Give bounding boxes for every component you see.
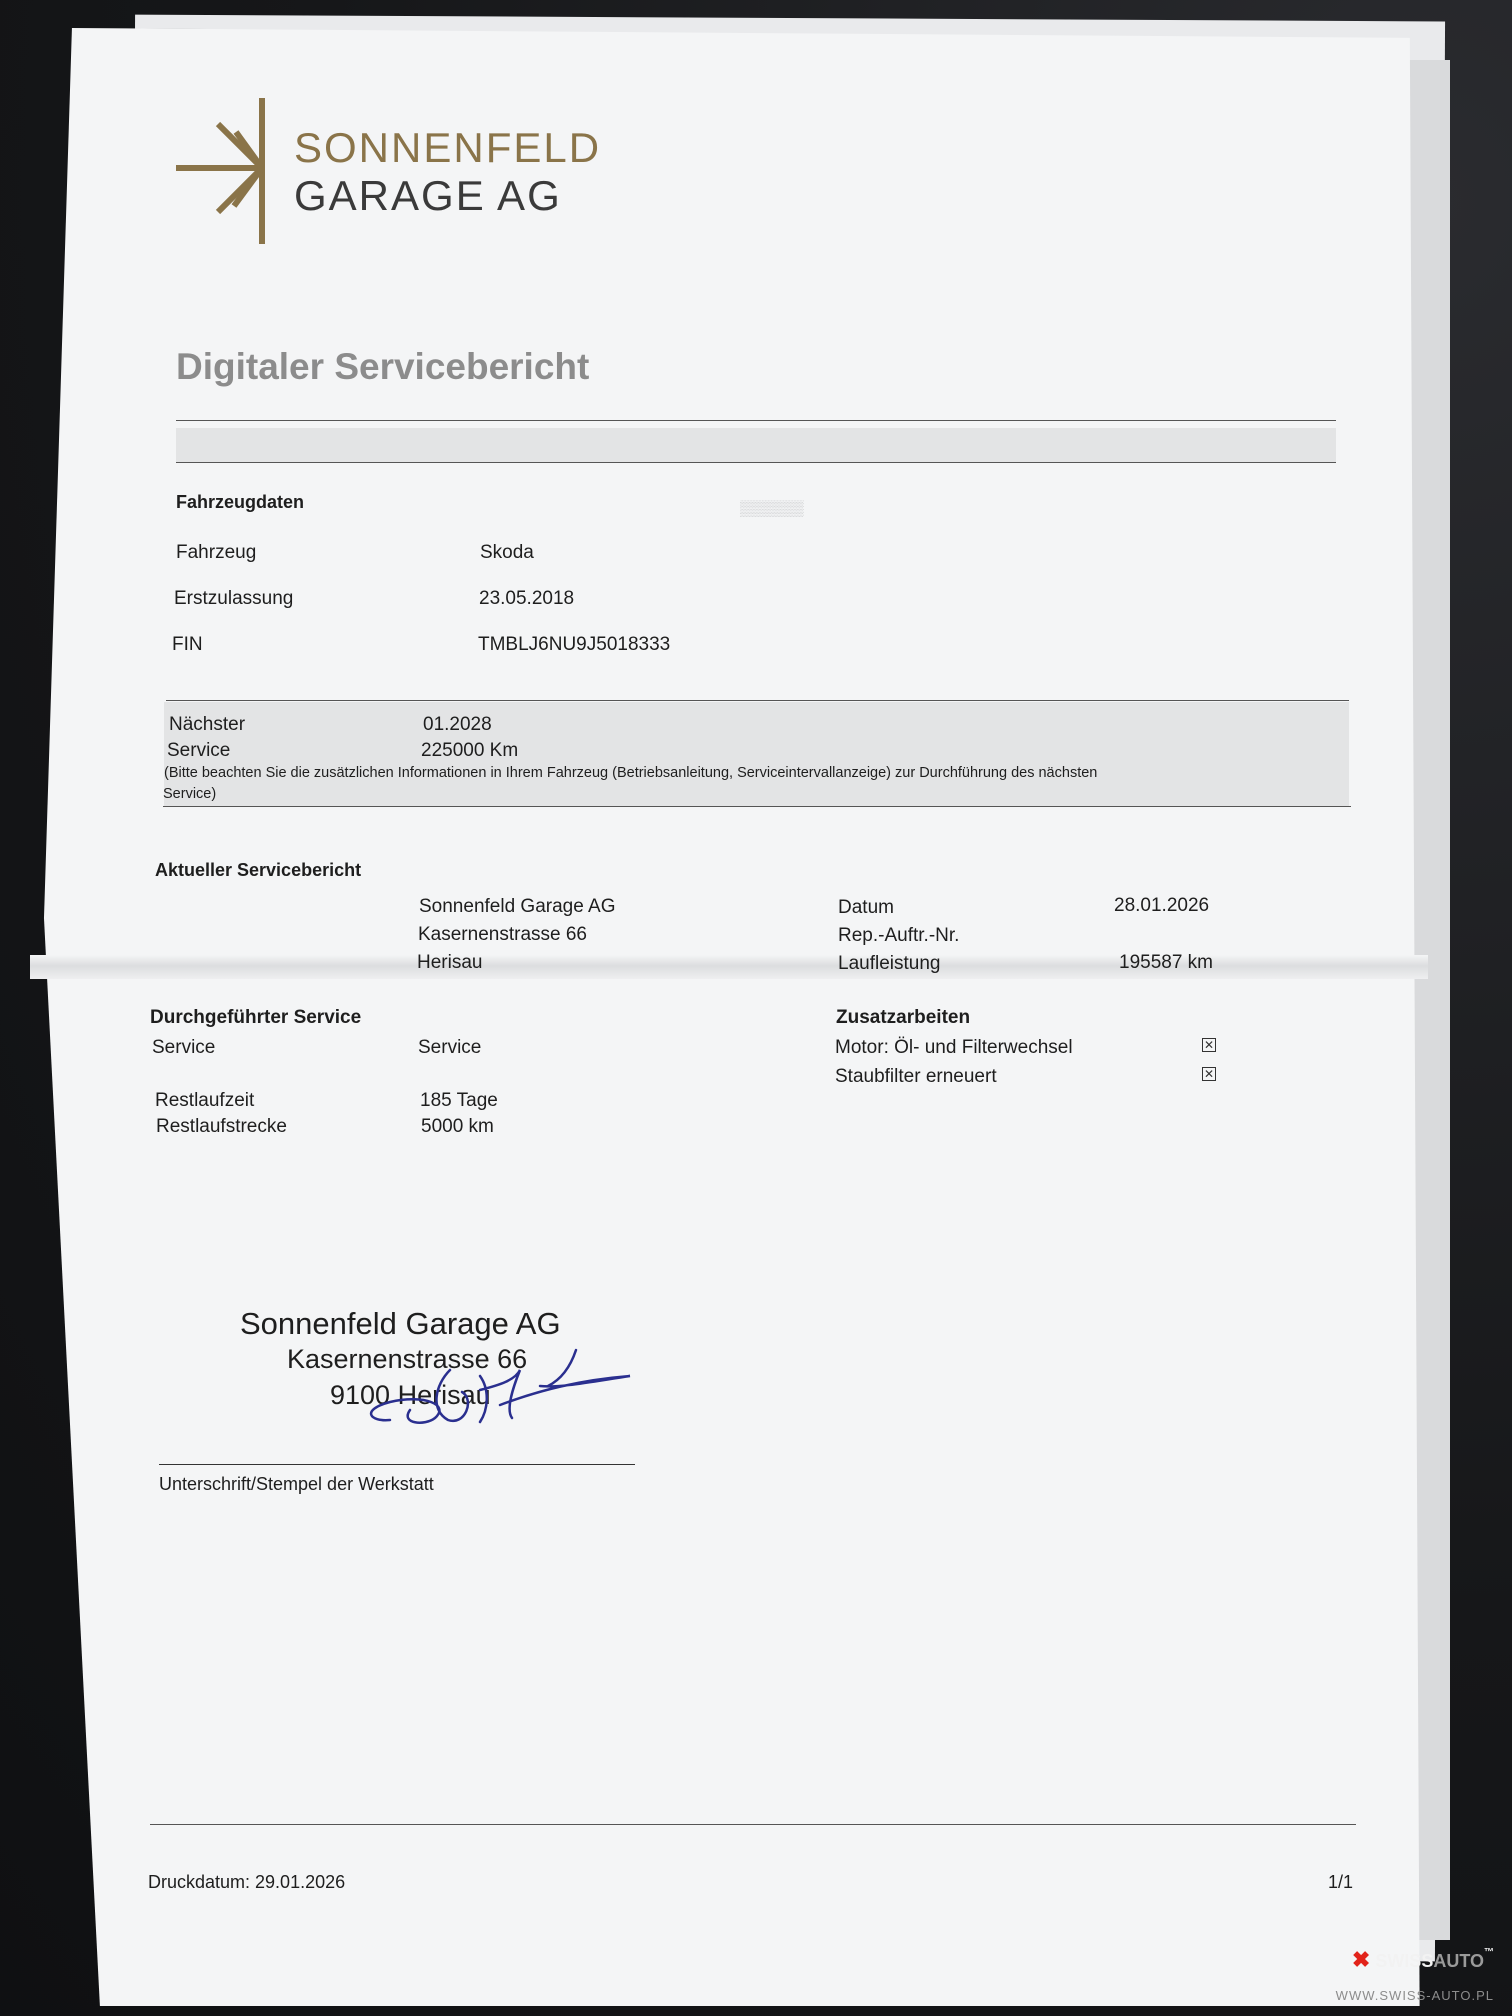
vin-label: FIN bbox=[172, 634, 203, 655]
next-service-date: 01.2028 bbox=[423, 714, 492, 735]
registration-value: 23.05.2018 bbox=[479, 588, 575, 609]
mileage-label: Laufleistung bbox=[838, 953, 941, 974]
remaining-distance-label: Restlaufstrecke bbox=[156, 1116, 287, 1137]
stamp-line-1: Sonnenfeld Garage AG bbox=[240, 1306, 561, 1341]
vehicle-value: Skoda bbox=[480, 542, 534, 563]
service-label: Service bbox=[152, 1037, 216, 1058]
mileage-value: 195587 km bbox=[1119, 952, 1214, 973]
page-number: 1/1 bbox=[1328, 1872, 1354, 1892]
remaining-distance-value: 5000 km bbox=[421, 1116, 494, 1137]
remaining-time-value: 185 Tage bbox=[420, 1090, 498, 1111]
next-service-top-divider bbox=[166, 700, 1349, 701]
watermark-x-icon: ✖ bbox=[1351, 1947, 1371, 1972]
document-title: Digitaler Servicebericht bbox=[176, 346, 590, 387]
garage-name: Sonnenfeld Garage AG bbox=[419, 896, 616, 917]
vehicle-section-title: Fahrzeugdaten bbox=[176, 492, 305, 512]
garage-street: Kasernenstrasse 66 bbox=[418, 924, 587, 945]
next-service-note-end: Service) bbox=[163, 786, 217, 802]
handwritten-signature bbox=[330, 1310, 690, 1440]
vehicle-label: Fahrzeug bbox=[176, 542, 257, 563]
footer-divider bbox=[150, 1824, 1356, 1825]
next-service-note: (Bitte beachten Sie die zusätzlichen Informationen in Ihrem Fahrzeug (Betriebsanleitung, Serviceintervallanzeige) zur Durchführung des nächsten bbox=[164, 765, 1098, 781]
logo-line-2: GARAGE AG bbox=[294, 172, 562, 219]
stamp-line-3: 9100 Herisau bbox=[330, 1380, 491, 1410]
logo-line-1: SONNENFELD bbox=[294, 124, 602, 171]
additional-work-item-1: Motor: Öl- und Filterwechsel bbox=[835, 1037, 1073, 1058]
garage-city: Herisau bbox=[417, 952, 483, 973]
additional-work-title: Zusatzarbeiten bbox=[836, 1007, 971, 1028]
checkbox-oil-filter: ✕ bbox=[1203, 1038, 1215, 1052]
title-divider bbox=[176, 420, 1336, 421]
title-bar bbox=[176, 428, 1336, 462]
signature-label: Unterschrift/Stempel der Werkstatt bbox=[159, 1474, 434, 1494]
title-bar-divider bbox=[176, 462, 1336, 463]
checkbox-dust-filter: ✕ bbox=[1203, 1067, 1215, 1081]
watermark-trademark: ™ bbox=[1484, 1947, 1494, 1958]
next-service-bar bbox=[164, 702, 1349, 806]
next-service-label-2: Service bbox=[167, 740, 231, 761]
watermark-logo bbox=[1352, 1947, 1494, 1973]
vin-value: TMBLJ6NU9J5018333 bbox=[478, 634, 671, 655]
service-value: Service bbox=[418, 1037, 482, 1058]
order-number-label: Rep.-Auftr.-Nr. bbox=[838, 925, 960, 946]
performed-service-title: Durchgeführter Service bbox=[150, 1007, 362, 1028]
paper-fold bbox=[30, 955, 1428, 979]
sun-logo-icon bbox=[176, 94, 272, 246]
date-label: Datum bbox=[838, 897, 894, 918]
remaining-time-label: Restlaufzeit bbox=[155, 1090, 255, 1111]
watermark-brand-1: SWISS bbox=[1375, 1951, 1434, 1971]
registration-label: Erstzulassung bbox=[174, 588, 294, 609]
stamp-line-2: Kasernenstrasse 66 bbox=[287, 1344, 528, 1374]
watermark-url: WWW.SWISS-AUTO.PL bbox=[1335, 1988, 1494, 2003]
current-report-title: Aktueller Servicebericht bbox=[155, 860, 362, 880]
date-value: 28.01.2026 bbox=[1114, 895, 1210, 916]
next-service-km: 225000 Km bbox=[421, 740, 519, 761]
additional-work-item-2: Staubfilter erneuert bbox=[835, 1066, 997, 1087]
show-through-text: ▒▒▒▒▒▒ bbox=[740, 500, 804, 517]
watermark-brand-2: AUTO bbox=[1433, 1951, 1484, 1971]
print-date: Druckdatum: 29.01.2026 bbox=[148, 1872, 346, 1892]
next-service-label-1: Nächster bbox=[169, 714, 246, 735]
next-service-bottom-divider bbox=[163, 806, 1351, 807]
signature-line bbox=[159, 1464, 635, 1465]
